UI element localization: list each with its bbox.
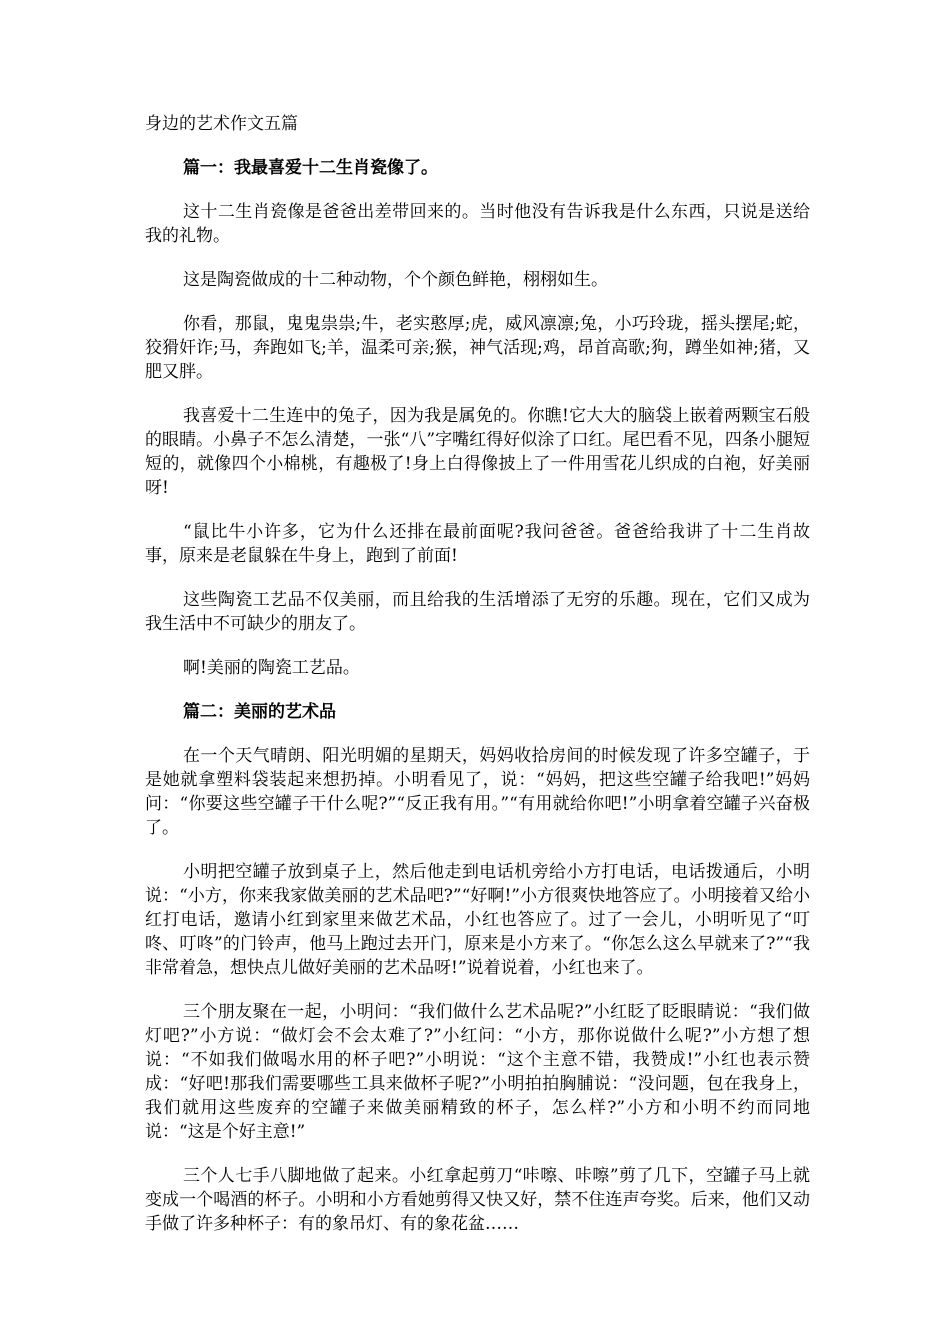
section-heading: 篇一：我最喜爱十二生肖瓷像了。 [183,158,438,178]
paragraph: 这些陶瓷工艺品不仅美丽，而且给我的生活增添了无穷的乐趣。现在，它们又成为我生活中不可缺少的朋友了。 [145,590,810,634]
paragraph: 你看，那鼠，鬼鬼祟祟;牛，老实憨厚;虎，威风凛凛;兔，小巧玲珑，摇头摆尾;蛇，狡猾奸诈;马，奔跑如飞;羊，温柔可亲;猴，神气活现;鸡，昂首高歌;狗，蹲坐如神;猪，又肥又胖。 [145,314,810,382]
section-2 [145,700,810,1236]
paragraph: 小明把空罐子放到桌子上，然后他走到电话机旁给小方打电话，电话拨通后，小明说：“小方，你来我家做美丽的艺术品吧?”“好啊!”小方很爽快地答应了。小明接着又给小红打电话，邀请小红到家里来做艺术品，小红也答应了。过了一会儿，小明听见了“叮咚、叮咚”的门铃声，他马上跑过去开门，原来是小方来了。“你怎么这么早就来了?”“我非常着急，想快点儿做好美丽的艺术品呀!”说着说着，小红也来了。 [145,862,810,978]
paragraph: 在一个天气晴朗、阳光明媚的星期天，妈妈收拾房间的时候发现了许多空罐子，于是她就拿塑料袋装起来想扔掉。小明看见了，说：“妈妈，把这些空罐子给我吧!”妈妈问：“你要这些空罐子干什么呢?”“反正我有用。”“有用就给你吧!”小明拿着空罐子兴奋极了。 [145,746,810,838]
paragraph: 啊!美丽的陶瓷工艺品。 [183,658,360,678]
document-title: 身边的艺术作文五篇 [145,114,298,134]
document-page [145,112,810,1256]
section-heading: 篇二：美丽的艺术品 [183,702,336,722]
paragraph: 三个人七手八脚地做了起来。小红拿起剪刀“咔嚓、咔嚓”剪了几下，空罐子马上就变成一个喝酒的杯子。小明和小方看她剪得又快又好，禁不住连声夸奖。后来，他们又动手做了许多种杯子：有的象吊灯、有的象花盆…… [145,1166,810,1234]
section-1 [145,156,810,680]
paragraph: 这十二生肖瓷像是爸爸出差带回来的。当时他没有告诉我是什么东西，只说是送给我的礼物。 [145,202,810,246]
paragraph: 我喜爱十二生连中的兔子，因为我是属免的。你瞧!它大大的脑袋上嵌着两颗宝石般的眼睛。小鼻子不怎么清楚，一张“八”字嘴红得好似涂了口红。尾巴看不见，四条小腿短短的，就像四个小棉桃，有趣极了!身上白得像披上了一件用雪花儿织成的白袍，好美丽呀! [145,406,810,498]
paragraph: 这是陶瓷做成的十二种动物，个个颜色鲜艳，栩栩如生。 [183,270,608,290]
paragraph: “鼠比牛小许多，它为什么还排在最前面呢?我问爸爸。爸爸给我讲了十二生肖故事，原来是老鼠躲在牛身上，跑到了前面! [145,522,810,566]
paragraph: 三个朋友聚在一起，小明问：“我们做什么艺术品呢?”小红眨了眨眼睛说：“我们做灯吧?”小方说：“做灯会不会太难了?”小红问：“小方，那你说做什么呢?”小方想了想说：“不如我们做喝水用的杯子吧?”小明说：“这个主意不错，我赞成!”小红也表示赞成：“好吧!那我们需要哪些工具来做杯子呢?”小明拍拍胸脯说：“没问题，包在我身上，我们就用这些废弃的空罐子来做美丽精致的杯子，怎么样?”小方和小明不约而同地说：“这是个好主意!” [145,1002,810,1142]
